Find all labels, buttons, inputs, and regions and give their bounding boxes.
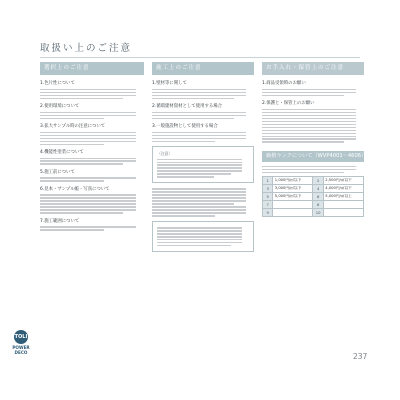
section-title: 7.施工範囲について	[40, 218, 80, 224]
body-text-line	[152, 112, 246, 113]
toli-logo	[11, 330, 31, 366]
body-text-line	[262, 166, 356, 167]
rank-code: 6	[313, 193, 323, 201]
body-text-line	[152, 92, 246, 93]
section-receiving	[262, 80, 364, 96]
body-text-line	[40, 95, 136, 96]
rank-price	[273, 209, 313, 217]
body-text-line	[262, 133, 356, 134]
rank-code: 10	[313, 209, 323, 217]
body-text-line	[152, 188, 246, 189]
section-title: 5.施工前について	[40, 169, 75, 175]
rank-code: 8	[313, 201, 323, 209]
table-row	[263, 177, 364, 185]
body-text-line	[152, 215, 215, 216]
table-row	[263, 201, 364, 209]
body-text-line	[152, 212, 246, 213]
body-text-line	[40, 112, 136, 113]
rank-price	[273, 201, 313, 209]
section-title: 2.循環建材資材として使用する場合	[152, 103, 223, 109]
body-text-line	[40, 194, 136, 195]
section-before-install	[40, 169, 144, 182]
section-title: 1.商品受領時のお願い	[262, 81, 306, 86]
body-text-line	[152, 135, 246, 136]
rank-code: 3	[263, 185, 273, 193]
rank-code: 7	[263, 201, 273, 209]
body-text-line	[157, 170, 242, 171]
body-text-line	[262, 121, 356, 122]
table-row	[263, 185, 364, 193]
body-text-line	[40, 132, 136, 133]
rank-code: 2	[313, 177, 323, 185]
rank-price: 5,000円/㎡以上	[323, 193, 363, 201]
section-install-area	[40, 218, 144, 231]
section-title: 4.機能性塗装について	[40, 149, 84, 155]
body-text-line	[152, 132, 246, 133]
body-text-line	[262, 92, 356, 93]
section-wall-materials	[152, 80, 254, 99]
page-number: 237	[353, 352, 368, 361]
body-text-line	[152, 138, 246, 139]
body-text-line	[152, 98, 234, 99]
title-divider	[40, 57, 360, 58]
body-text-line	[40, 135, 136, 136]
body-text-line	[262, 138, 356, 139]
body-text-line	[40, 118, 104, 119]
body-text-line	[157, 164, 242, 165]
body-text-line	[152, 194, 246, 195]
section-continued	[152, 188, 254, 216]
price-rank-table	[262, 176, 364, 217]
section-samples-photos	[40, 186, 144, 214]
body-text-line	[262, 115, 356, 116]
rank-code: 9	[263, 209, 273, 217]
section-title: 6.見本・サンプル帳・写真について	[40, 186, 110, 192]
body-text-line	[40, 89, 136, 90]
body-text-line	[40, 98, 123, 99]
body-text-line	[157, 230, 242, 231]
body-text-line	[262, 136, 356, 137]
body-text-line	[157, 245, 231, 246]
body-text-line	[152, 89, 246, 90]
rank-price	[323, 201, 363, 209]
body-text-line	[40, 203, 136, 204]
body-text-line	[40, 160, 136, 161]
body-text-line	[40, 197, 136, 198]
body-text-line	[40, 158, 136, 159]
section-circulating-materials	[152, 103, 254, 119]
rank-price: 4,000円/㎡以下	[323, 185, 363, 193]
body-text-line	[40, 144, 104, 145]
section-environment	[40, 103, 144, 119]
rank-price: 2,500円/㎡以下	[323, 177, 363, 185]
body-text-line	[262, 89, 356, 90]
page-title: 取扱い上のご注意	[40, 43, 133, 54]
body-text-line	[40, 177, 136, 178]
body-text-line	[157, 239, 242, 240]
body-text-line	[40, 226, 136, 227]
body-text-line	[262, 141, 344, 142]
body-text-line	[157, 173, 231, 174]
body-text-line	[262, 124, 356, 125]
body-text-line	[262, 169, 356, 170]
section-title: 1.壁材等に関して	[152, 81, 187, 86]
section-title: 1.色片性について	[40, 81, 75, 86]
body-text-line	[157, 176, 214, 177]
body-text-line	[262, 109, 356, 110]
body-text-line	[152, 203, 234, 204]
body-text-line	[157, 227, 242, 228]
logo-mark-icon: TOLI	[14, 330, 28, 344]
section-general-facility	[152, 123, 254, 142]
body-text-line	[40, 141, 136, 142]
rank-price: 1,000円/㎡以下	[273, 177, 313, 185]
body-text-line	[262, 118, 356, 119]
body-text-line	[40, 212, 123, 213]
rank-code: 1	[263, 177, 273, 185]
body-text-line	[40, 138, 136, 139]
column-heading: お手入れ・保管上のご注意	[262, 62, 364, 75]
body-text-line	[262, 130, 356, 131]
notice-label: 〈注意〉	[157, 150, 173, 156]
section-title: 2.保護と・保管上のお願い	[262, 100, 315, 106]
body-text-line	[40, 209, 136, 210]
body-text-line	[40, 180, 104, 181]
body-text-line	[157, 236, 242, 237]
body-text-line	[40, 163, 123, 164]
body-text-line	[152, 118, 234, 119]
notice-box	[152, 221, 254, 253]
body-text-line	[262, 112, 356, 113]
body-text-line	[157, 242, 242, 243]
section-functional-coating	[40, 149, 144, 165]
body-text-line	[40, 206, 136, 207]
table-row	[263, 193, 364, 201]
body-text-line	[40, 200, 136, 201]
section-title: 3.拡大サンプル時の注意について	[40, 123, 106, 129]
body-text-line	[152, 115, 246, 116]
body-text-line	[262, 95, 344, 96]
body-text-line	[40, 92, 136, 93]
section-protection-storage	[262, 100, 364, 143]
body-text-line	[152, 141, 215, 142]
body-text-line	[40, 229, 104, 230]
body-text-line	[262, 127, 356, 128]
body-text-line	[152, 191, 246, 192]
body-text-line	[262, 172, 344, 173]
body-text-line	[152, 200, 246, 201]
notice-box	[152, 146, 254, 184]
body-text-line	[157, 159, 242, 160]
rank-price	[323, 209, 363, 217]
section-title: 2.使用環境について	[40, 103, 80, 109]
rank-price: 3,000円/㎡以下	[273, 185, 313, 193]
column-heading: 選択上のご注意	[40, 62, 144, 75]
body-text-line	[157, 233, 242, 234]
body-text-line	[157, 167, 242, 168]
price-rank-heading: 価格ランクについて（WVP4001〜4606）	[262, 151, 364, 162]
column-selection	[40, 62, 144, 235]
body-text-line	[152, 206, 246, 207]
table-row	[263, 209, 364, 217]
rank-code: 5	[263, 193, 273, 201]
section-title: 3.一般施設物として使用する場合	[152, 123, 218, 129]
body-text-line	[152, 209, 246, 210]
body-text-line	[40, 115, 136, 116]
logo-text: POWER DECO	[12, 345, 30, 355]
body-text-line	[152, 95, 246, 96]
rank-price: 5,000円/㎡以下	[273, 193, 313, 201]
column-installation	[152, 62, 254, 257]
column-care-storage	[262, 62, 367, 217]
body-text-line	[157, 162, 242, 163]
rank-code: 4	[313, 185, 323, 193]
column-heading: 施工上のご注意	[152, 62, 254, 75]
section-color-variation	[40, 80, 144, 99]
body-text-line	[152, 197, 246, 198]
section-enlarged-sample	[40, 123, 144, 145]
